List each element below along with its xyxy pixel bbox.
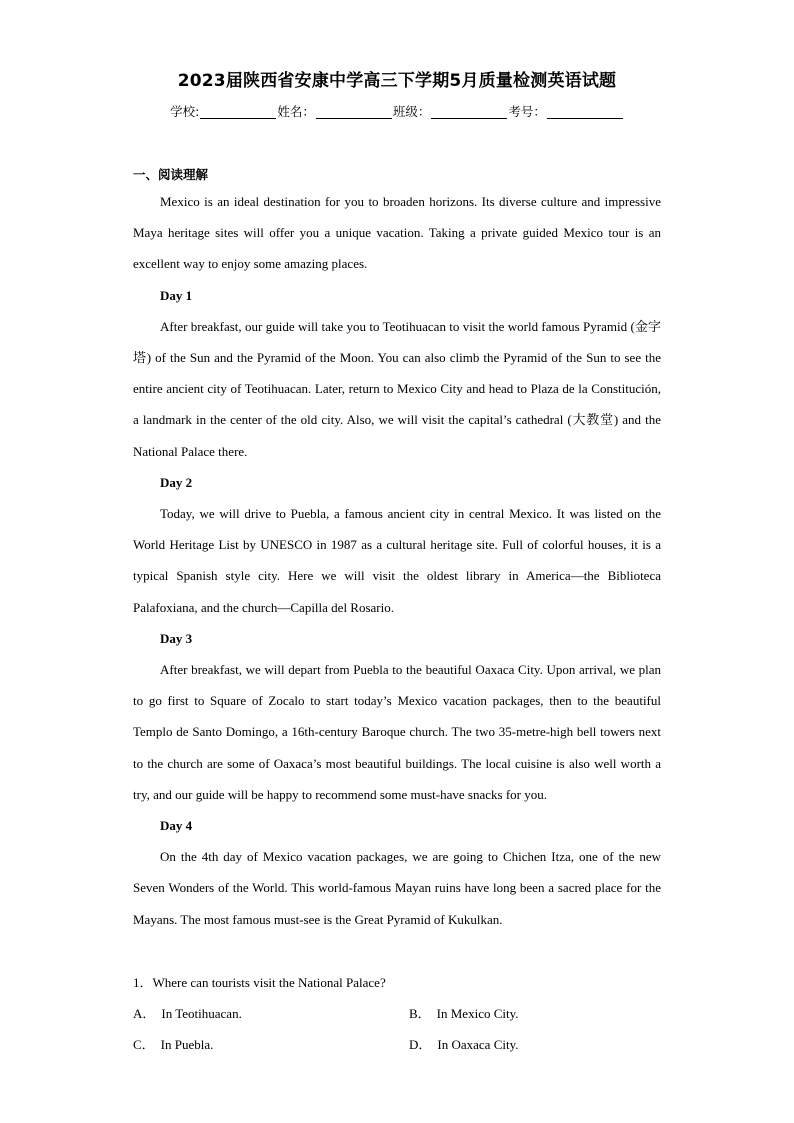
student-info-line <box>0 102 794 122</box>
question-text: Where can tourists visit the National Palace? <box>152 975 386 990</box>
option-text: In Oaxaca City. <box>437 1037 519 1052</box>
option-letter: B． <box>409 1006 431 1021</box>
option-row <box>133 998 673 1029</box>
exam-number-blank[interactable] <box>547 104 623 119</box>
school-blank[interactable] <box>200 104 276 119</box>
class-blank[interactable] <box>431 104 507 119</box>
answer-options <box>133 998 673 1060</box>
day-paragraph: Today, we will drive to Puebla, a famous ancient city in central Mexico. It was listed on the World Heritage List by UNESCO in 1987 as a cultural heritage site. Full of colorful houses, it is a typical Spanish style city. Here we will visit the oldest library in America—the Biblioteca Palafoxiana, and the church—Capilla del Rosario. <box>133 506 661 615</box>
exam-title: 2023届陕西省安康中学高三下学期5月质量检测英语试题 <box>177 71 617 91</box>
passage-intro: Mexico is an ideal destination for you to broaden horizons. Its diverse culture and impressive Maya heritage sites will offer you a unique vacation. Taking a private guided Mexico tour is an excellent way to enjoy some amazing places. <box>133 194 661 272</box>
option-d[interactable] <box>409 1029 519 1060</box>
option-text: In Puebla. <box>160 1037 214 1052</box>
day-paragraph: On the 4th day of Mexico vacation packages, we are going to Chichen Itza, one of the new Seven Wonders of the World. This world-famous Mayan ruins have long been a sacred place for the Mayans. The most famous must-see is the Great Pyramid of Kukulkan. <box>133 849 661 927</box>
option-row <box>133 1029 673 1060</box>
day-heading: Day 3 <box>160 630 193 646</box>
reading-passage <box>133 186 661 935</box>
day-heading: Day 4 <box>160 818 193 834</box>
class-label: 班级： <box>392 104 431 119</box>
day-heading: Day 1 <box>160 287 193 303</box>
question-stem <box>133 967 673 998</box>
option-letter: D． <box>409 1037 432 1052</box>
day-heading: Day 2 <box>160 474 193 490</box>
option-letter: C． <box>133 1037 155 1052</box>
school-label: 学校: <box>170 104 200 119</box>
name-label: 姓名： <box>277 104 315 119</box>
option-a[interactable] <box>133 998 242 1029</box>
section-heading: 一、阅读理解 <box>133 167 209 182</box>
day-paragraph: After breakfast, we will depart from Puebla to the beautiful Oaxaca City. Upon arrival, we plan to go first to Square of Zocalo to start today’s Mexico vacation packages, then to the beautiful Templo de Santo Domingo, a 16th-century Baroque church. The two 35-metre-high bell towers next to the church are some of Oaxaca’s most beautiful buildings. The local cuisine is also well worth a try, and our guide will be happy to recommend some must-have snacks for you. <box>133 662 661 802</box>
option-text: In Teotihuacan. <box>161 1006 242 1021</box>
option-c[interactable] <box>133 1029 213 1060</box>
option-b[interactable] <box>409 998 519 1029</box>
exam-number-label: 考号： <box>508 104 546 119</box>
day-paragraph: After breakfast, our guide will take you to Teotihuacan to visit the world famous Pyramid (金字塔) of the Sun and the Pyramid of the Moon. You can also climb the Pyramid of the Sun to see the entire ancient city of Teotihuacan. Later, return to Mexico City and head to Plaza de la Constitución, a landmark in the center of the old city. Also, we will visit the capital’s cathedral (大教堂) and the National Palace there. <box>133 318 661 459</box>
option-text: In Mexico City. <box>436 1006 519 1021</box>
option-letter: A． <box>133 1006 156 1021</box>
name-blank[interactable] <box>316 104 392 119</box>
question-number: 1． <box>133 975 153 990</box>
